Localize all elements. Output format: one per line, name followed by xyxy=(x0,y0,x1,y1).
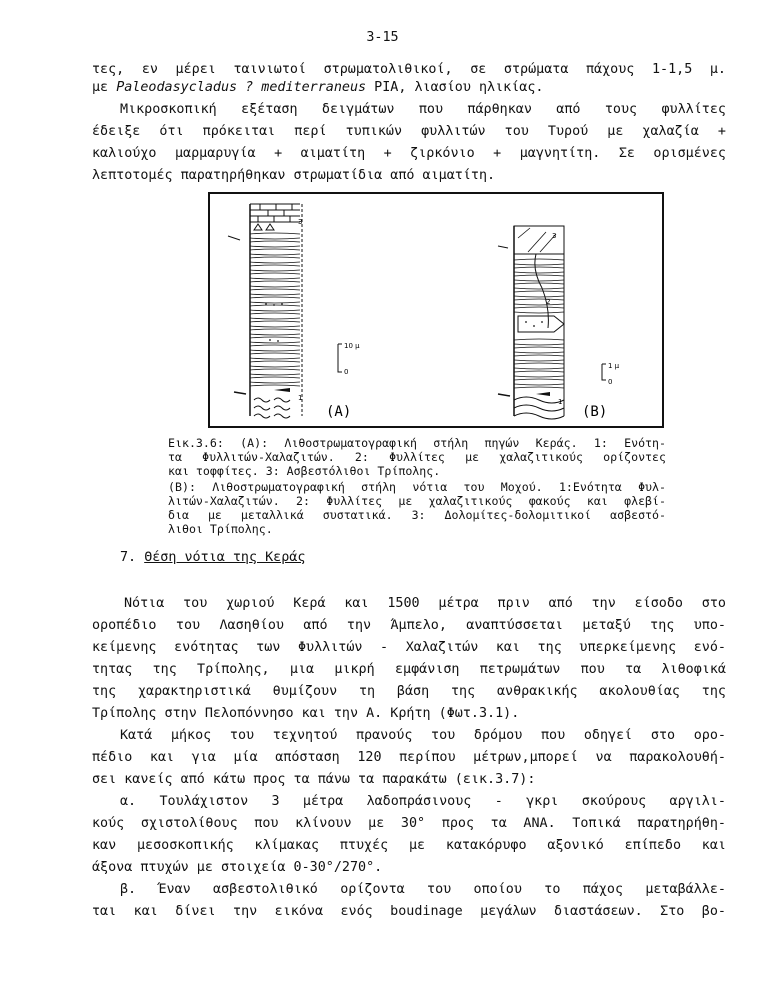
text-line: κείμενης ενότητας των Φυλλιτών - Χαλαζιτών και της υπερκείμενης ενό- xyxy=(92,640,726,655)
column-a xyxy=(228,204,360,420)
scale-label: 10 μ xyxy=(344,342,360,350)
text-line: α. Τουλάχιστον 3 μέτρα λαδοπράσινους - γκρι σκούρους αργιλι- xyxy=(120,794,726,809)
text-line: Τρίπολης στην Πελοπόννησο και την Α. Κρήτη (Φωτ.3.1). xyxy=(92,706,520,721)
text-line: Μικροσκοπική εξέταση δειγμάτων που πάρθηκαν από τους φυλλίτες xyxy=(120,102,726,117)
text-line: πέδιο και για μία απόσταση 120 περίπου μέτρων,μπορεί να παρακολουθή- xyxy=(92,750,726,765)
figure-caption-line: τα Φυλλιτών-Χαλαζιτών. 2: Φυλλίτες με χαλαζιτικούς ορίζοντες xyxy=(168,450,666,464)
section-number: 7. xyxy=(120,550,137,565)
column-b-label: (B) xyxy=(582,404,608,420)
column-a-label: (A) xyxy=(326,404,352,420)
section-heading xyxy=(120,550,305,565)
page-number: 3-15 xyxy=(366,30,399,45)
scale-label: 1 μ xyxy=(608,362,620,370)
section-title: Θέση νότια της Κεράς xyxy=(144,550,306,565)
text-line: Νότια του χωριού Κερά και 1500 μέτρα πριν από την είσοδο στο xyxy=(124,596,726,611)
text-line: Κατά μήκος του τεχνητού πρανούς του δρόμου που οδηγεί στο ορο- xyxy=(120,728,726,743)
scale-zero: 0 xyxy=(608,378,613,386)
text-line: κούς σχιστολίθους που κλίνουν με 30° προς τα ΑΝΑ. Τοπικά παρατηρήθη- xyxy=(92,816,726,831)
text-line: τητας της Τρίπολης, μια μικρή εμφάνιση πετρωμάτων που τα λιθοφικά xyxy=(92,662,726,677)
text-fragment: με xyxy=(92,80,117,95)
text-line: σει κανείς από κάτω προς τα πάνω τα παρακάτω (εικ.3.7): xyxy=(92,772,536,787)
stratigraphic-columns-drawing xyxy=(210,194,662,426)
unit-label: 3 xyxy=(298,218,303,226)
figure-caption-line: λιθοι Τρίπολης. xyxy=(168,522,273,536)
figure-caption-line: και τοφφίτες. 3: Ασβεστόλιθοι Τρίπολης. xyxy=(168,464,441,478)
figure-caption-line: δια με μεταλλικά συστατικά. 3: Δολομίτες-δολομιτικοί ασβεστό- xyxy=(168,508,666,522)
figure-caption-line: (B): Λιθοστρωματογραφική στήλη νότια του Μοχού. 1:Ενότητα Φυλ- xyxy=(168,480,666,494)
unit-label: 2 xyxy=(546,298,551,306)
unit-label: 1 xyxy=(558,398,563,406)
text-line: λεπτοτομές παρατηρήθηκαν στρωματίδια από αιματίτη. xyxy=(92,168,496,183)
text-line: καν μεσοσκοπικής κλίμακας πτυχές με κατακόρυφο αξονικό επίπεδο και xyxy=(92,838,726,853)
stratigraphic-figure xyxy=(208,192,664,428)
species-name: Paleodasycladus ? mediterraneus xyxy=(116,80,367,95)
text-line: της χαρακτηριστικά θυμίζουν τη βάση της ανθρακικής ακολουθίας της xyxy=(92,684,726,699)
text-line: β. Έναν ασβεστολιθικό ορίζοντα του οποίου το πάχος μεταβάλλε- xyxy=(120,882,726,897)
column-b xyxy=(498,226,620,420)
text-line: άξονα πτυχών με στοιχεία 0-30°/270°. xyxy=(92,860,383,875)
scale-zero: 0 xyxy=(344,368,349,376)
figure-caption-line: λιτών-Χαλαζιτών. 2: Φυλλίτες με χαλαζιτικούς φακούς και φλεβί- xyxy=(168,494,666,508)
text-line: καλιούχο μαρμαρυγία + αιματίτη + ζιρκόνιο + μαγνητίτη. Σε ορισμένες xyxy=(92,146,726,161)
text-fragment: PIA, λιασίου ηλικίας. xyxy=(366,80,544,95)
unit-label: 3 xyxy=(552,232,557,240)
text-line: οροπέδιο του Λασηθίου από την Άμπελο, αναπτύσσεται μεταξύ της υπο- xyxy=(92,618,726,633)
text-line xyxy=(92,80,726,96)
unit-label: 1 xyxy=(298,394,303,402)
text-line: έδειξε ότι πρόκειται περί τυπικών φυλλιτών του Τυρού με χαλαζία + xyxy=(92,124,726,139)
text-line: ται και δίνει την εικόνα ενός boudinage μεγάλων διαστάσεων. Στο βο- xyxy=(92,904,726,919)
figure-caption-line: Εικ.3.6: (A): Λιθοστρωματογραφική στήλη πηγών Κεράς. 1: Ενότη- xyxy=(168,436,666,450)
text-line: τες, εν μέρει ταινιωτοί στρωματολιθικοί, σε στρώματα πάχους 1-1,5 μ. xyxy=(92,62,726,77)
